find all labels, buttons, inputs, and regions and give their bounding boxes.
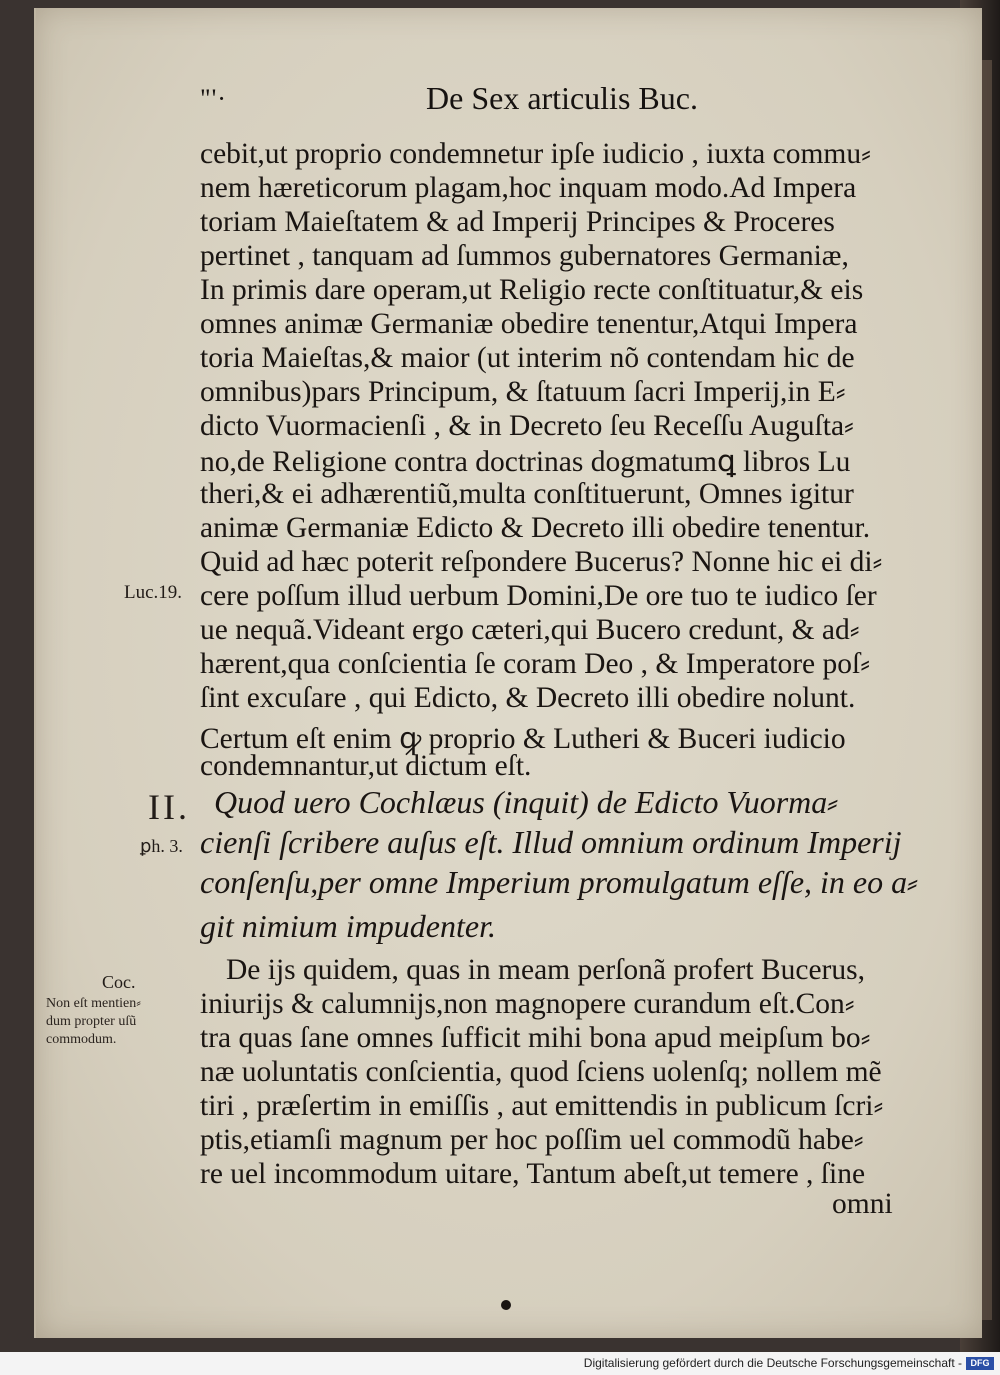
body-line: dicto Vuormacienſi , & in Decreto ſeu Receſſu Auguſta⸗ [200, 410, 854, 442]
body-line: pertinet , tanquam ad ſummos gubernatores Germaniæ, [200, 240, 849, 272]
quote-line: cienſi ſcribere auſus eſt. Illud omnium ordinum Imperij [200, 824, 902, 860]
folio-mark: "'· [200, 84, 227, 113]
body-line: In primis dare operam,ut Religio recte conſtituatur,& eis [200, 274, 864, 306]
margin-chapter-ref: ꝑh. 3. [140, 836, 183, 856]
body-line: Quid ad hæc poterit reſpondere Bucerus? Nonne hic ei di⸗ [200, 546, 883, 578]
margin-note-line: dum propter uſũ [46, 1014, 137, 1029]
body-line: omnes animæ Germaniæ obedire tenentur,Atqui Impera [200, 308, 858, 340]
body-line: nem hæreticorum plagam,hoc inquam modo.Ad Impera [200, 172, 857, 204]
quote-line: git nimium impudenter. [200, 908, 496, 944]
response-line: iniurijs & calumnijs,non magnopere curandum eſt.Con⸗ [200, 988, 855, 1020]
response-line: tra quas ſane omnes ſufficit mihi bona apud meipſum bo⸗ [200, 1022, 871, 1054]
quote-line: Quod uero Cochlæus (inquit) de Edicto Vuorma⸗ [214, 784, 838, 820]
response-line: De ijs quidem, quas in meam perſonã profert Bucerus, [226, 954, 865, 986]
body-line: Certum eſt enim ꝙ proprio & Lutheri & Buceri iudicio [200, 723, 846, 755]
footer-bar [0, 1352, 1000, 1375]
body-line: cebit,ut proprio condemnetur ipſe iudicio , iuxta commu⸗ [200, 138, 871, 170]
quote-line: conſenſu,per omne Imperium promulgatum eſſe, in eo a⸗ [200, 864, 918, 900]
response-line: re uel incommodum uitare, Tantum abeſt,ut temere , ſine [200, 1158, 866, 1190]
response-line: tiri , præſertim in emiſſis , aut emittendis in publicum ſcri⸗ [200, 1090, 884, 1122]
response-line: ptis,etiamſi magnum per hoc poſſim uel commodũ habe⸗ [200, 1124, 864, 1156]
section-number: II. [148, 787, 190, 827]
body-line: toria Maieſtas,& maior (ut interim nõ contendam hic de [200, 342, 855, 374]
margin-speaker-coc: Coc. [102, 972, 136, 992]
catchword: omni [832, 1188, 893, 1220]
running-title: De Sex articulis Buc. [426, 80, 698, 116]
body-line: cere poſſum illud uerbum Domini,De ore tuo te iudico ſer [200, 580, 877, 612]
body-line: ſint excuſare , qui Edicto, & Decreto illi obedire nolunt. [200, 682, 856, 714]
body-line: hærent,qua conſcientia ſe coram Deo , & Imperatore poſ⸗ [200, 648, 871, 680]
margin-note-line: Non eſt mentien⸗ [46, 996, 141, 1011]
signature-mark [501, 1300, 511, 1310]
body-line: no,de Religione contra doctrinas dogmatumꝗ libros Lu [200, 446, 851, 478]
response-line: næ uoluntatis conſcientia, quod ſciens uolenſq; nollem mẽ [200, 1056, 882, 1088]
body-line: theri,& ei adhærentiũ,multa conſtituerunt, Omnes igitur [200, 478, 854, 510]
body-line: toriam Maieſtatem & ad Imperij Principes & Proceres [200, 206, 835, 238]
footer-credit: Digitalisierung gefördert durch die Deutsche Forschungsgemeinschaft - [583, 1356, 962, 1370]
body-line: ue nequã.Videant ergo cæteri,qui Bucero credunt, & ad⸗ [200, 614, 860, 646]
body-line: condemnantur,ut dictum eſt. [200, 750, 532, 782]
dfg-logo-icon: DFG [966, 1357, 994, 1370]
body-line: animæ Germaniæ Edicto & Decreto illi obedire tenentur. [200, 512, 871, 544]
body-line: omnibus)pars Principum, & ſtatuum ſacri Imperij,in E⸗ [200, 376, 846, 408]
margin-note-line: commodum. [46, 1032, 117, 1047]
margin-reference-luc: Luc.19. [124, 582, 183, 603]
